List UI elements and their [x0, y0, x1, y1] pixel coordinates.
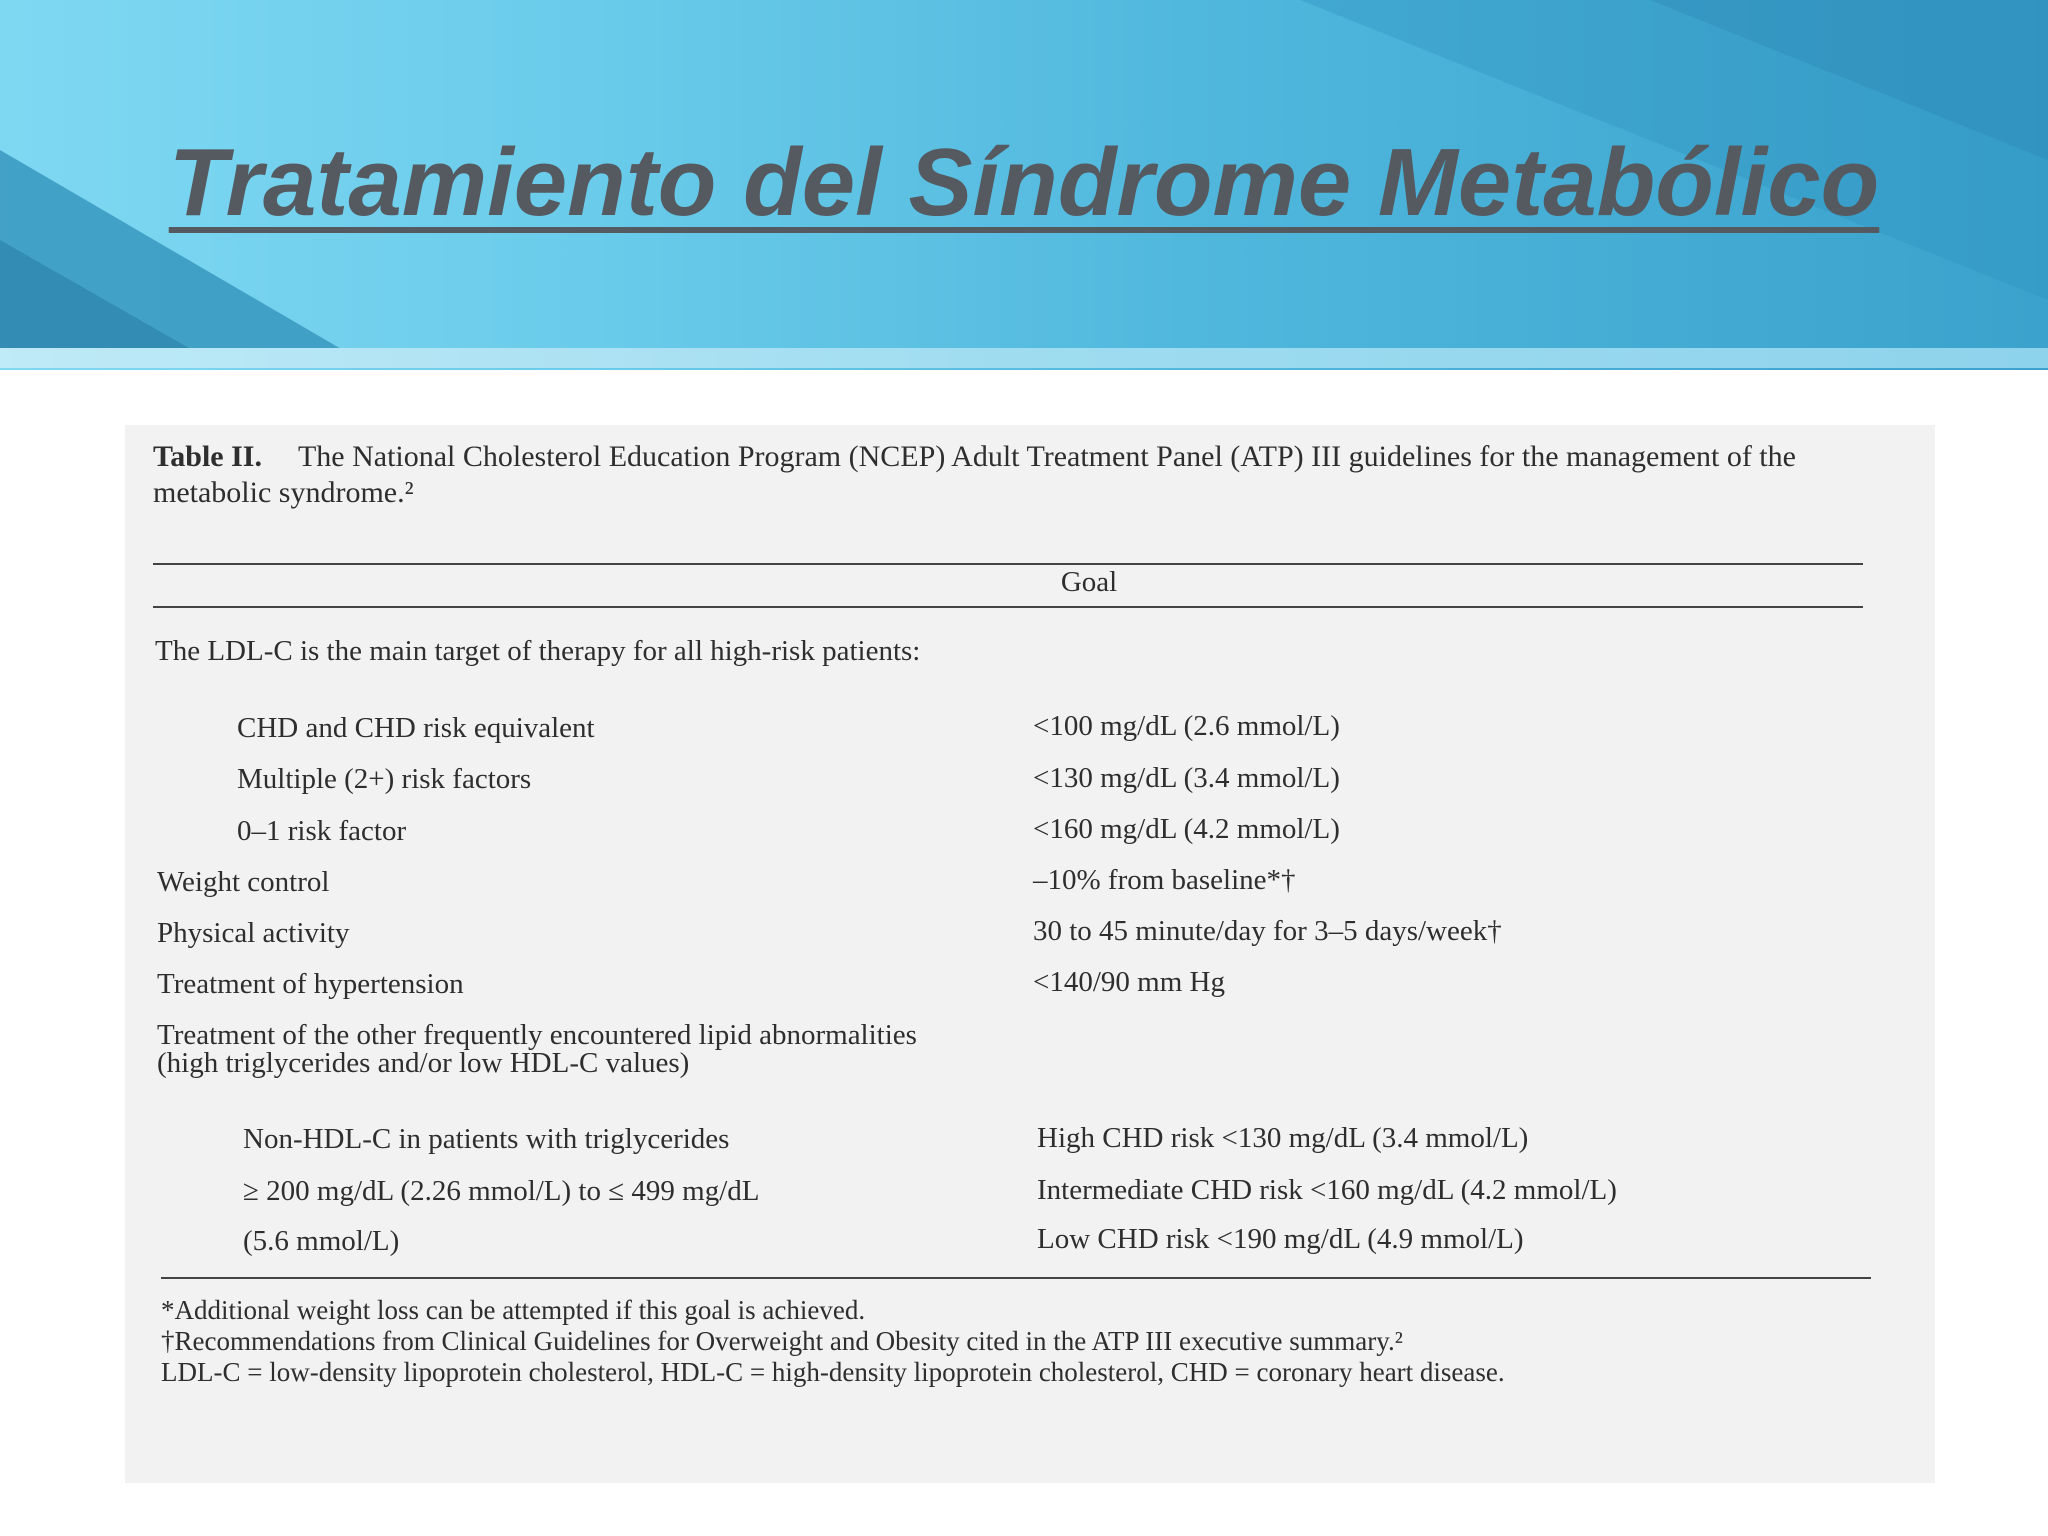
- table-row-label: The LDL-C is the main target of therapy for all high-risk patients:: [155, 635, 921, 667]
- table-row-goal: –10% from baseline*†: [1033, 864, 1296, 896]
- table-row-label: (5.6 mmol/L): [243, 1225, 400, 1257]
- table-row-goal: Low CHD risk <190 mg/dL (4.9 mmol/L): [1037, 1223, 1524, 1255]
- table-row-goal: Intermediate CHD risk <160 mg/dL (4.2 mmol/L): [1037, 1174, 1617, 1206]
- table-row-goal: <130 mg/dL (3.4 mmol/L): [1033, 762, 1340, 794]
- table-row-label: Treatment of hypertension: [157, 968, 464, 1000]
- table-row-goal: <100 mg/dL (2.6 mmol/L): [1033, 710, 1340, 742]
- table-footnotes: [161, 1295, 1901, 1388]
- table-caption: [153, 439, 1873, 511]
- table-row-label: Multiple (2+) risk factors: [237, 763, 532, 795]
- table-bottom-rule: [161, 1277, 1871, 1279]
- table-row-label: Non-HDL-C in patients with triglycerides: [243, 1123, 730, 1155]
- table-header-rule: [153, 606, 1863, 608]
- footnote: LDL-C = low-density lipoprotein cholesterol, HDL-C = high-density lipoprotein cholesterol, CHD = coronary heart disease.: [161, 1357, 1505, 1387]
- table-row-label: 0–1 risk factor: [237, 815, 407, 847]
- table-row-label: Physical activity: [157, 917, 350, 949]
- table-row-goal: <160 mg/dL (4.2 mmol/L): [1033, 813, 1340, 845]
- table-row-label: ≥ 200 mg/dL (2.26 mmol/L) to ≤ 499 mg/dL: [243, 1175, 760, 1207]
- table-top-rule: [153, 563, 1863, 565]
- table-row-label: Weight control: [157, 866, 330, 898]
- table-row-label: CHD and CHD risk equivalent: [237, 712, 595, 744]
- footnote: *Additional weight loss can be attempted if this goal is achieved.: [161, 1295, 866, 1325]
- banner-strip: [0, 348, 2048, 368]
- table-row-goal: <140/90 mm Hg: [1033, 966, 1225, 998]
- goal-column-header: Goal: [1060, 566, 1118, 598]
- scanned-table-image: [125, 425, 1935, 1483]
- table-number: Table II.: [153, 440, 262, 473]
- table-row-label: Treatment of the other frequently encountered lipid abnormalities (high triglycerides and/or low HDL-C values): [157, 1019, 917, 1079]
- footnote: †Recommendations from Clinical Guidelines for Overweight and Obesity cited in the ATP III executive summary.²: [161, 1326, 1403, 1356]
- table-caption-text: The National Cholesterol Education Program (NCEP) Adult Treatment Panel (ATP) III guidelines for the management of the metabolic syndrome.²: [153, 440, 1796, 509]
- table-row-goal: High CHD risk <130 mg/dL (3.4 mmol/L): [1037, 1122, 1529, 1154]
- slide-title: Tratamiento del Síndrome Metabólico: [168, 129, 1880, 236]
- table-row-goal: 30 to 45 minute/day for 3–5 days/week†: [1033, 915, 1502, 947]
